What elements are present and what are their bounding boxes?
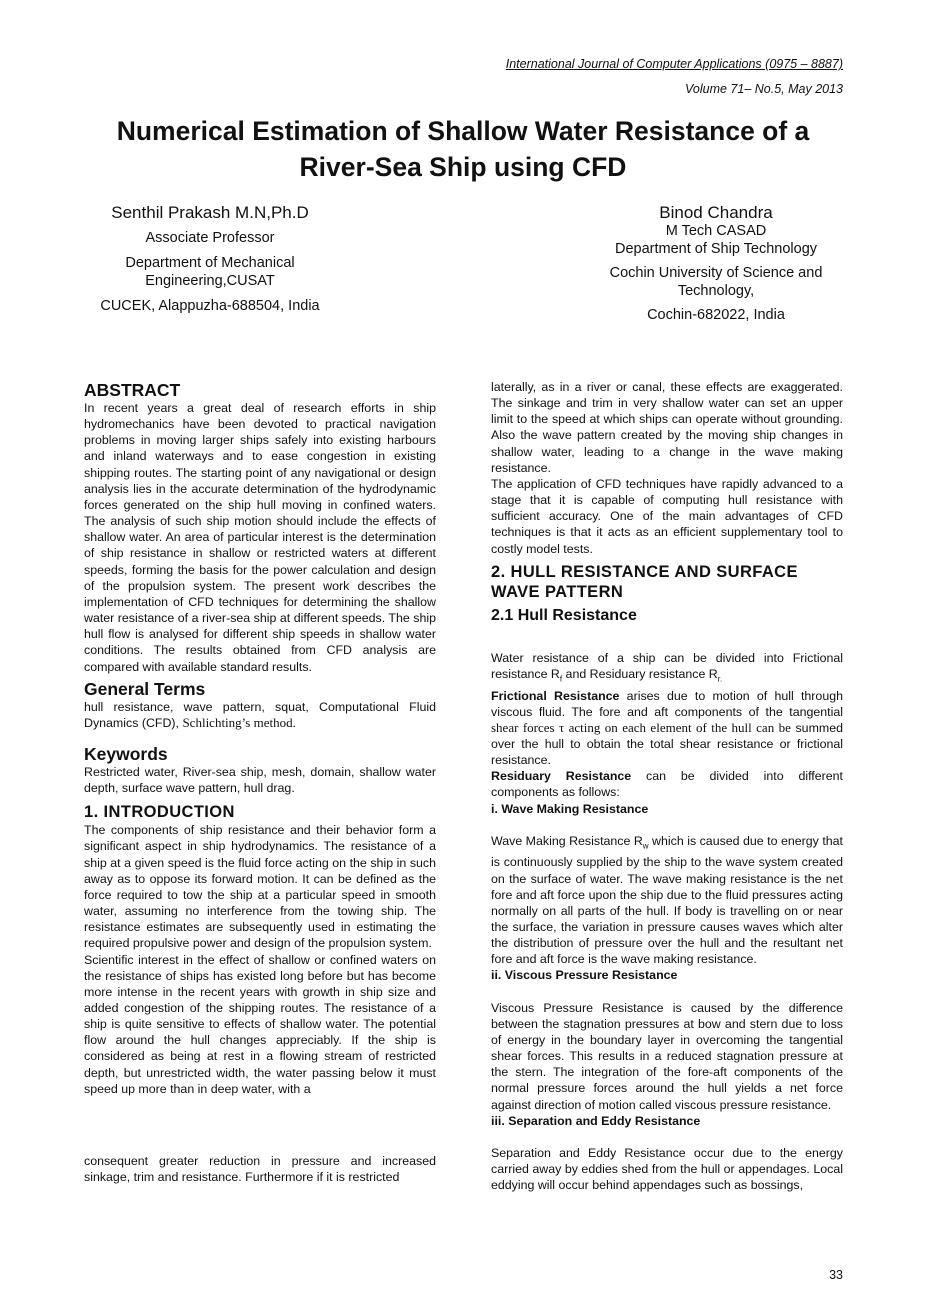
author-department: Engineering,CUSAT (145, 273, 275, 289)
author-department: Department of Mechanical (125, 255, 295, 271)
right-column (491, 379, 843, 1193)
frictional-resistance-paragraph (491, 688, 843, 769)
text-run: and Residuary resistance R (562, 666, 718, 681)
residuary-resistance-term: Residuary Resistance (491, 769, 632, 784)
general-terms-method: Schlichting’s method. (182, 714, 296, 730)
author-address: CUCEK, Alappuzha-688504, India (100, 298, 320, 314)
introduction-paragraph: The components of ship resistance and their behavior form a significant aspect in ship hydrodynamics. The resistance of a ship at a given speed is the fluid force acting on the ship in such away as to oppose its forward motion. It can be defined as the force required to tow the ship at a particular speed in smooth water, assuming no interference from the towing ship. The resistance estimates are subsequently used in estimating the required propulsive power and design of the propulsion system. (84, 823, 436, 951)
wave-making-heading: i. Wave Making Resistance (491, 801, 649, 816)
author-name: Senthil Prakash M.N,Ph.D (111, 203, 309, 222)
left-column (84, 380, 436, 1097)
separation-eddy-paragraph: Separation and Eddy Resistance occur due to the energy carried away by eddies shed from the hull or appendages. Local eddying will occur behind appendages such as bossings, (491, 1145, 843, 1193)
general-terms-heading: General Terms (84, 678, 206, 699)
text-run: summed over the hull to obtain the total shear resistance or frictional resistance. (491, 720, 843, 768)
body-paragraph: laterally, as in a river or canal, these effects are exaggerated. The sinkage and trim in very shallow water can set an upper limit to the speed at which ships can operate without grounding. Also the wave pattern created by the moving ship changes in shallow water, leading to a change in the wave making resistance. (491, 380, 843, 475)
section-2-heading-line: 2. HULL RESISTANCE AND SURFACE (491, 562, 798, 581)
author-position: Associate Professor (145, 230, 275, 246)
introduction-paragraph: consequent greater reduction in pressure and increased sinkage, trim and resistance. Furthermore if it is restricted (84, 1154, 436, 1185)
viscous-pressure-heading: ii. Viscous Pressure Resistance (491, 968, 678, 983)
body-paragraph: The application of CFD techniques have rapidly advanced to a stage that it is capable of computing hull resistance with sufficient accuracy. One of the main advantages of CFD techniques is that it acts as an efficient supplementary tool to costly model tests. (491, 476, 843, 556)
shear-forces-text: shear forces τ acting on each element of the hull can be (491, 719, 791, 735)
text-run: Wave Making Resistance R (491, 833, 643, 848)
left-column-bottom (84, 1153, 436, 1185)
subscript: r. (717, 674, 723, 684)
section-2-heading-line: WAVE PATTERN (491, 582, 624, 601)
journal-header: International Journal of Computer Applications (0975 – 8887) (505, 57, 843, 71)
title-line-2: River-Sea Ship using CFD (299, 152, 627, 182)
author-address: Cochin-682022, India (647, 307, 785, 323)
section-2-heading (491, 562, 843, 602)
author-department: Department of Ship Technology (614, 241, 818, 257)
introduction-heading: 1. INTRODUCTION (84, 803, 235, 822)
wave-making-paragraph (491, 833, 843, 968)
general-terms-list: hull resistance, wave pattern, squat, Computational Fluid Dynamics (CFD), (84, 699, 436, 730)
general-terms-text (84, 699, 436, 731)
author-university: Cochin University of Science and (609, 265, 823, 281)
keywords-text: Restricted water, River-sea ship, mesh, domain, shallow water depth, surface wave pattern, hull drag. (84, 764, 436, 796)
abstract-text: In recent years a great deal of research efforts in ship hydromechanics have been devoted to practical navigation problems in moving larger ships safely into existing harbours and inland waterways and to ease congestion in existing shipping routes. The starting point of any navigational or design analysis lies in the accurate determination of the hydrodynamic forces generated on the ship hull moving in confined waters. The analysis of such ship motion should include the effects of shallow water. An area of particular interest is the determination of ship resistance in shallow or restricted waters at different speeds, forming the basis for the power calculation and design of the propulsion system. The present work describes the implementation of CFD techniques for determining the shallow water resistance of a river-sea ship at different speeds. The ship hull flow is analysed for different ship speeds in shallow water conditions. The results obtained from CFD analysis are compared with available standard results. (84, 401, 436, 674)
text-run: which is caused due to energy that is continuously supplied by the ship to the wave system created on the surface of water. The wave making resistance is the net fore and aft force upon the ship due to the fluid pressures acting normally on all parts of the hull. If body is travelling on or near the surface, the variation in pressure causes waves which alter the distribution of pressure over the hull and the resultant net fore and aft force is the wave making resistance. (491, 833, 843, 967)
subscript: f (559, 674, 563, 684)
frictional-resistance-term: Frictional Resistance (491, 688, 620, 703)
author-university: Technology, (677, 283, 755, 299)
hull-resistance-paragraph (491, 650, 843, 688)
author-name: Binod Chandra (659, 203, 773, 222)
text-run: can be divided into different components as follows: (491, 769, 843, 800)
keywords-heading: Keywords (84, 743, 168, 764)
separation-eddy-heading: iii. Separation and Eddy Resistance (491, 1113, 701, 1128)
section-2-1-heading: 2.1 Hull Resistance (491, 606, 637, 624)
residuary-resistance-paragraph (491, 768, 843, 800)
text-run: arises due to motion of hull through viscous fluid. The fore and aft components of the tangential (491, 688, 843, 719)
introduction-paragraph: Scientific interest in the effect of shallow or confined waters on the resistance of ships has existed long before but has become more intense in the recent years with growth in ship size and added congestion of the shipping routes. The resistance of a ship is quite sensitive to effects of shallow water. The potential flow around the hull changes appreciably. If the ship is considered as being at rest in a flowing stream of restricted depth, but unrestricted width, the water passing below it must speed up more than in deep water, with a (84, 952, 436, 1096)
subscript: w (642, 841, 649, 851)
author-block-1 (80, 204, 340, 315)
viscous-pressure-paragraph: Viscous Pressure Resistance is caused by the difference between the stagnation pressures at bow and stern due to loss of energy in the boundary layer in overcoming the tangential shear forces. This results in a reduced stagnation pressure at the stern. The integration of the fore-aft components of the normal pressure forces around the hull yields a net force against direction of motion called viscous pressure resistance. (491, 1000, 843, 1112)
title-line-1: Numerical Estimation of Shallow Water Resistance of a (116, 116, 810, 146)
paper-title (60, 113, 866, 185)
volume-header: Volume 71– No.5, May 2013 (685, 82, 843, 96)
page-number: 33 (829, 1268, 843, 1282)
author-block-2 (578, 204, 854, 324)
author-degree: M Tech CASAD (665, 223, 767, 239)
abstract-heading: ABSTRACT (84, 380, 181, 400)
text-run: Water resistance of a ship can be divided into Frictional resistance R (491, 650, 843, 681)
